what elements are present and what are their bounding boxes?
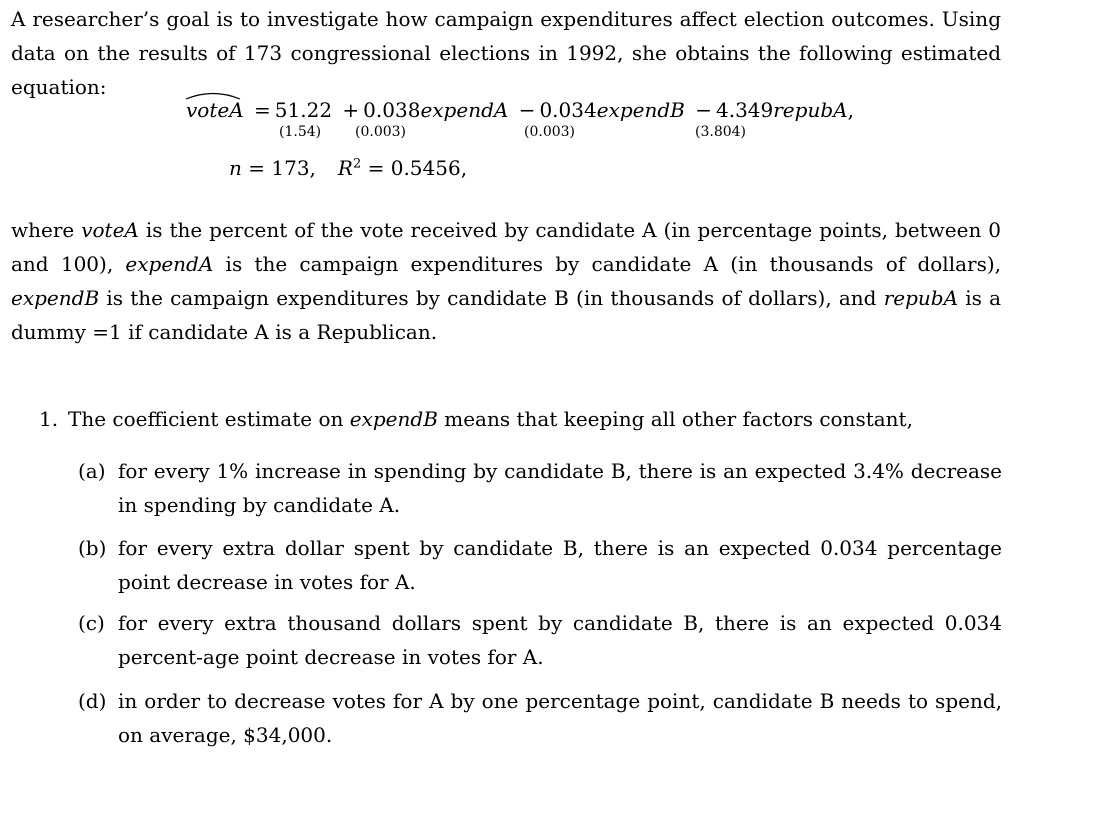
constant-term: 51.22 bbox=[274, 98, 333, 122]
r-squared-value: = 0.5456, bbox=[367, 156, 468, 180]
standard-errors-row bbox=[0, 124, 1114, 140]
equals-sign: = bbox=[254, 98, 271, 122]
option-c[interactable] bbox=[78, 606, 1002, 674]
option-text: for every extra dollar spent by candidate B, there is an expected 0.034 percentage point decrease in votes for A. bbox=[118, 536, 1002, 594]
coef-expendB: 0.034 bbox=[539, 98, 597, 122]
equation-lhs: voteA bbox=[186, 98, 244, 122]
option-label: (d) bbox=[78, 689, 107, 713]
option-label: (b) bbox=[78, 536, 107, 560]
se-expendA: (0.003) bbox=[355, 124, 407, 140]
intro-paragraph: A researcher’s goal is to investigate how campaign expenditures affect election outcomes. Using data on the results of 173 congressional elections in 1992, she obtains the following estimated equation: bbox=[11, 7, 1001, 99]
se-repubA: (3.804) bbox=[695, 124, 747, 140]
option-label: (a) bbox=[78, 459, 106, 483]
option-text: for every 1% increase in spending by candidate B, there is an expected 3.4% decrease in spending by candidate A. bbox=[118, 459, 1002, 517]
option-label: (c) bbox=[78, 611, 105, 635]
regression-stats: n = 173, $R^2 = 0.5456$, bbox=[229, 156, 468, 180]
estimated-equation: voteA = 51.22 + 0.038expendA − 0.034expendB − 4.349repubA, bbox=[186, 98, 854, 126]
hat-accent-icon bbox=[185, 91, 241, 101]
question-1: 1. The coefficient estimate on expendB means that keeping all other factors constant, bbox=[39, 402, 913, 436]
question-number: 1. bbox=[39, 407, 59, 431]
variable-description: where voteA is the percent of the vote received by candidate A (in percentage points, between 0 and 100), expendA is the campaign expenditures by candidate A (in thousands of dollars), expendB is the campaign expenditures by candidate B (in thousands of dollars), and repubA is a dummy =1 if candidate A is a Republican. bbox=[11, 218, 1002, 344]
coef-repubA: 4.349 bbox=[715, 98, 774, 122]
n-value: = 173, bbox=[248, 156, 316, 180]
option-text: for every extra thousand dollars spent by candidate B, there is an expected 0.034 percent-age point decrease in votes for A. bbox=[118, 611, 1002, 669]
se-constant: (1.54) bbox=[279, 124, 322, 140]
option-text: in order to decrease votes for A by one percentage point, candidate B needs to spend, on average, $34,000. bbox=[118, 689, 1002, 747]
coef-expendA: 0.038 bbox=[363, 98, 421, 122]
se-expendB: (0.003) bbox=[524, 124, 576, 140]
option-b[interactable] bbox=[78, 531, 1002, 599]
option-a[interactable] bbox=[78, 454, 1002, 522]
option-d[interactable] bbox=[78, 684, 1002, 752]
